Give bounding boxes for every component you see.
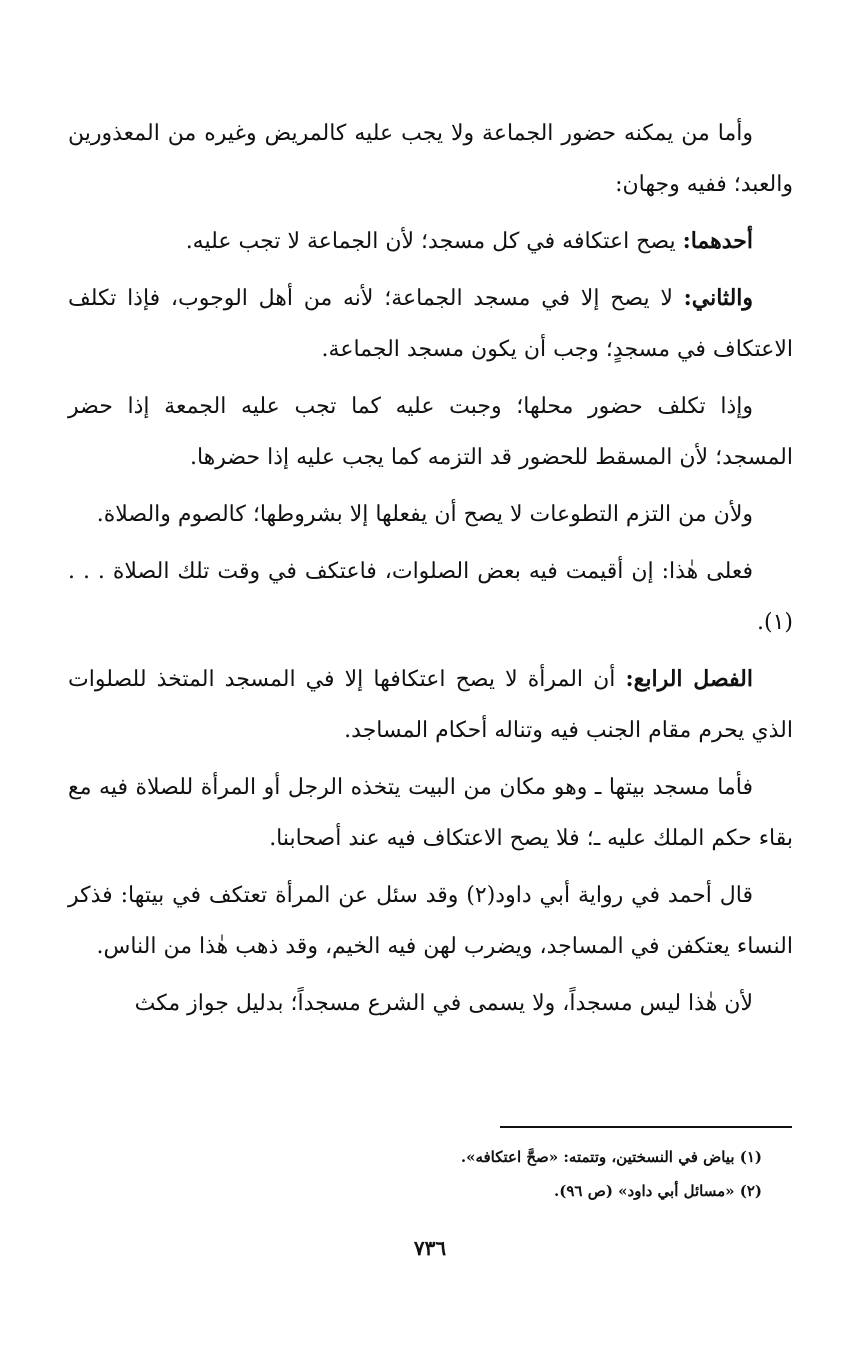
paragraph bbox=[68, 978, 793, 1029]
paragraph bbox=[68, 108, 793, 210]
paragraph-lead: أحدهما: bbox=[682, 228, 753, 254]
footnote: (١) بياض في النسختين، وتتمته: «صحَّ اعتكافه». bbox=[460, 1148, 762, 1166]
paragraph bbox=[68, 273, 793, 375]
footnote: (٢) «مسائل أبي داود» (ص ٩٦). bbox=[554, 1182, 762, 1200]
paragraph-text: وأما من يمكنه حضور الجماعة ولا يجب عليه كالمريض وغيره من المعذورين والعبد؛ ففيه وجهان: bbox=[68, 121, 793, 197]
footnote-separator bbox=[500, 1126, 792, 1128]
paragraph-text: أن المرأة لا يصح اعتكافها إلا في المسجد المتخذ للصلوات الذي يحرم مقام الجنب فيه وتناله أحكام المساجد. bbox=[68, 667, 793, 743]
paragraph bbox=[68, 216, 793, 267]
page-body bbox=[68, 108, 793, 1035]
paragraph-text: لا يصح إلا في مسجد الجماعة؛ لأنه من أهل الوجوب، فإذا تكلف الاعتكاف في مسجدٍ؛ وجب أن يكون مسجد الجماعة. bbox=[68, 286, 793, 362]
paragraph bbox=[68, 654, 793, 756]
paragraph-lead: الفصل الرابع: bbox=[625, 666, 753, 692]
paragraph-text: فعلى هٰذا: إن أقيمت فيه بعض الصلوات، فاعتكف في وقت تلك الصلاة . . .(١). bbox=[68, 559, 793, 635]
paragraph bbox=[68, 762, 793, 864]
page-number: ٧٣٦ bbox=[413, 1236, 447, 1260]
paragraph bbox=[68, 381, 793, 483]
paragraph-lead: والثاني: bbox=[683, 285, 754, 311]
paragraph-text: يصح اعتكافه في كل مسجد؛ لأن الجماعة لا تجب عليه. bbox=[185, 229, 676, 254]
footnotes bbox=[300, 1140, 762, 1208]
paragraph bbox=[68, 489, 793, 540]
paragraph bbox=[68, 546, 793, 648]
paragraph-text: ولأن من التزم التطوعات لا يصح أن يفعلها إلا بشروطها؛ كالصوم والصلاة. bbox=[96, 502, 753, 527]
paragraph-text: فأما مسجد بيتها ـ وهو مكان من البيت يتخذه الرجل أو المرأة للصلاة فيه مع بقاء حكم الملك عليه ـ؛ فلا يصح الاعتكاف فيه عند أصحابنا. bbox=[68, 775, 793, 851]
paragraph-text: قال أحمد في رواية أبي داود(٢) وقد سئل عن المرأة تعتكف في بيتها: فذكر النساء يعتكفن في المساجد، ويضرب لهن فيه الخيم، وقد ذهب هٰذا من الناس. bbox=[68, 883, 793, 959]
paragraph bbox=[68, 870, 793, 972]
paragraph-text: لأن هٰذا ليس مسجداً، ولا يسمى في الشرع مسجداً؛ بدليل جواز مكث bbox=[134, 991, 753, 1016]
paragraph-text: وإذا تكلف حضور محلها؛ وجبت عليه كما تجب عليه الجمعة إذا حضر المسجد؛ لأن المسقط للحضور قد التزمه كما يجب عليه إذا حضرها. bbox=[68, 394, 793, 470]
